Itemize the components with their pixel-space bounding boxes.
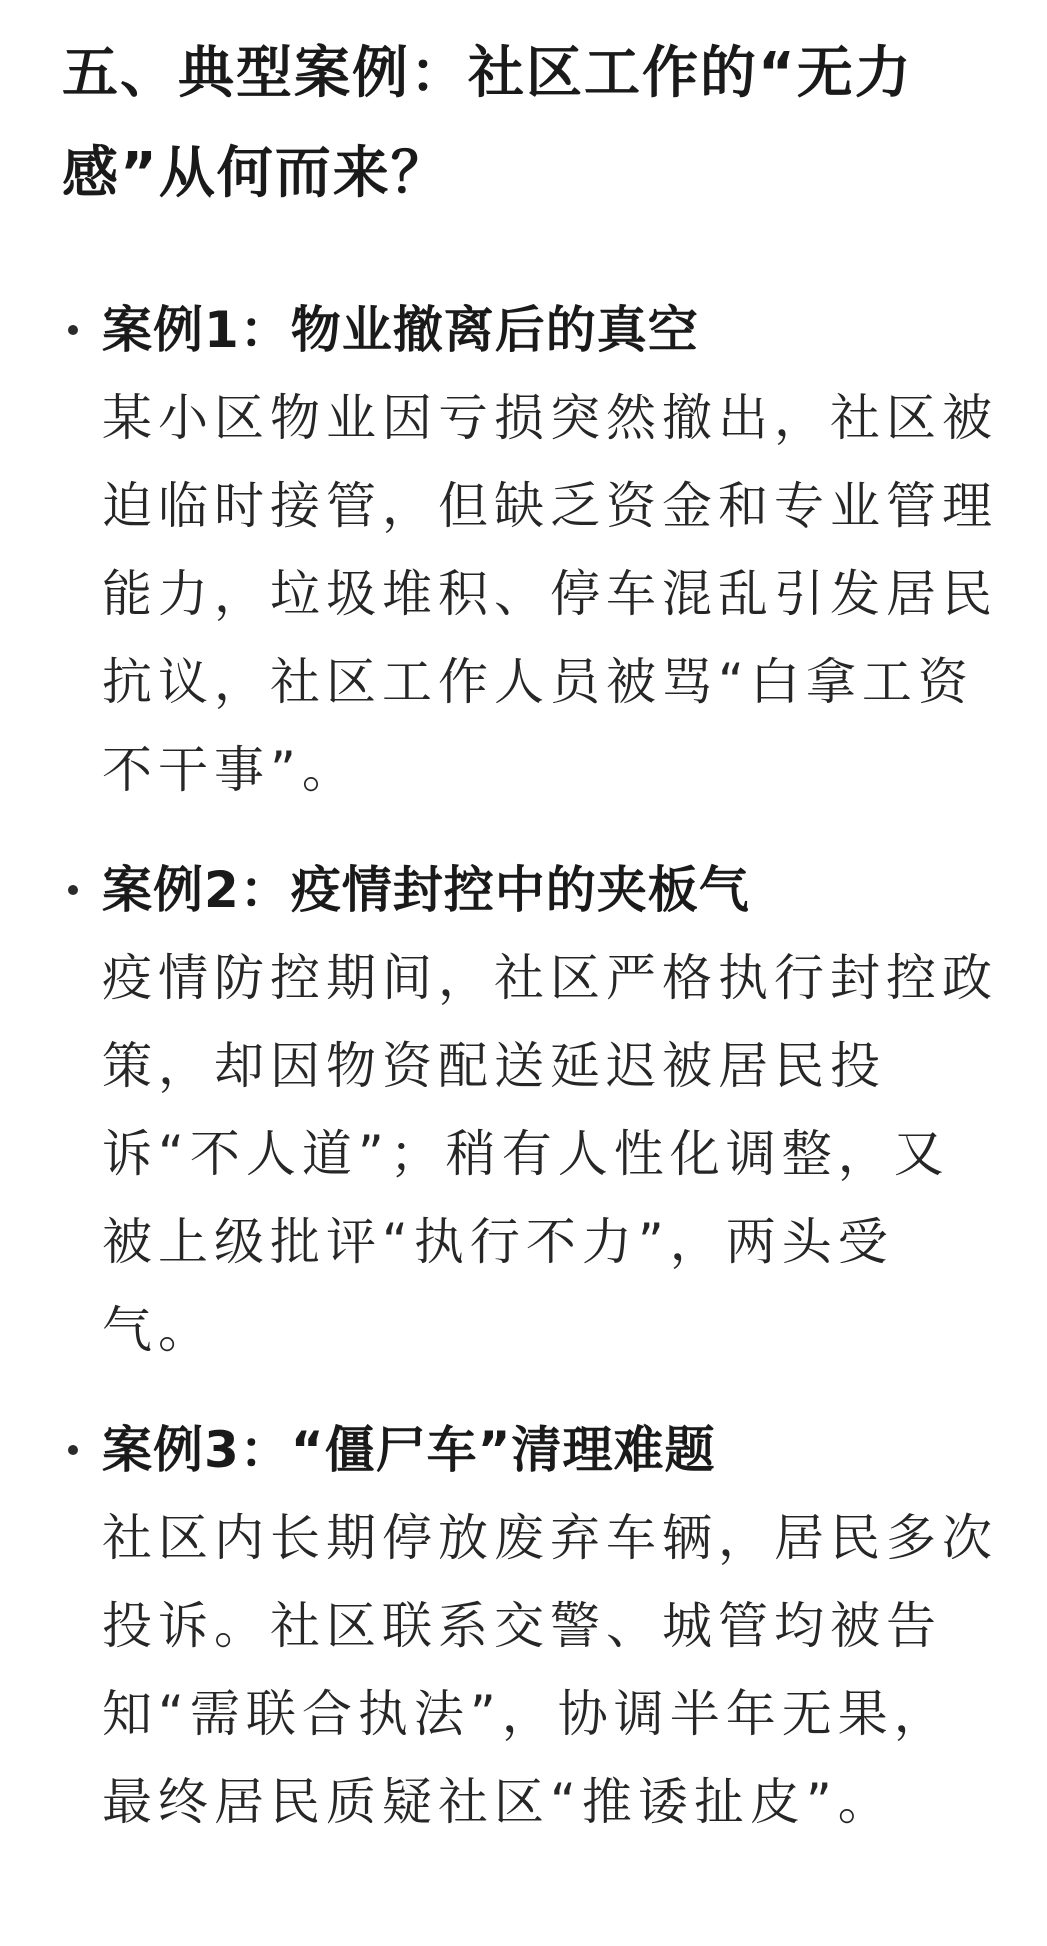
case-body: 某小区物业因亏损突然撤出，社区被迫临时接管，但缺乏资金和专业管理能力，垃圾堆积、停车混乱引发居民抗议，社区工作人员被骂“白拿工资不干事”。 bbox=[102, 389, 998, 799]
case-body: 疫情防控期间，社区严格执行封控政策，却因物资配送延迟被居民投诉“不人道”；稍有人性化调整，又被上级批评“执行不力”，两头受气。 bbox=[102, 949, 998, 1359]
case-item-2 bbox=[62, 846, 1005, 1374]
case-item-1 bbox=[62, 286, 1005, 814]
bullet-icon bbox=[68, 325, 78, 335]
case-list bbox=[62, 286, 1005, 1846]
case-body: 社区内长期停放废弃车辆，居民多次投诉。社区联系交警、城管均被告知“需联合执法”，协调半年无果，最终居民质疑社区“推诿扯皮”。 bbox=[102, 1509, 998, 1831]
case-heading: 案例2：疫情封控中的夹板气 bbox=[102, 861, 750, 919]
bullet-icon bbox=[68, 1445, 78, 1455]
section-title: 五、典型案例：社区工作的“无力感”从何而来？ bbox=[62, 41, 913, 206]
case-heading: 案例3：“僵尸车”清理难题 bbox=[102, 1421, 716, 1479]
bullet-icon bbox=[68, 885, 78, 895]
case-item-3 bbox=[62, 1406, 1005, 1846]
case-heading: 案例1：物业撤离后的真空 bbox=[102, 301, 699, 359]
